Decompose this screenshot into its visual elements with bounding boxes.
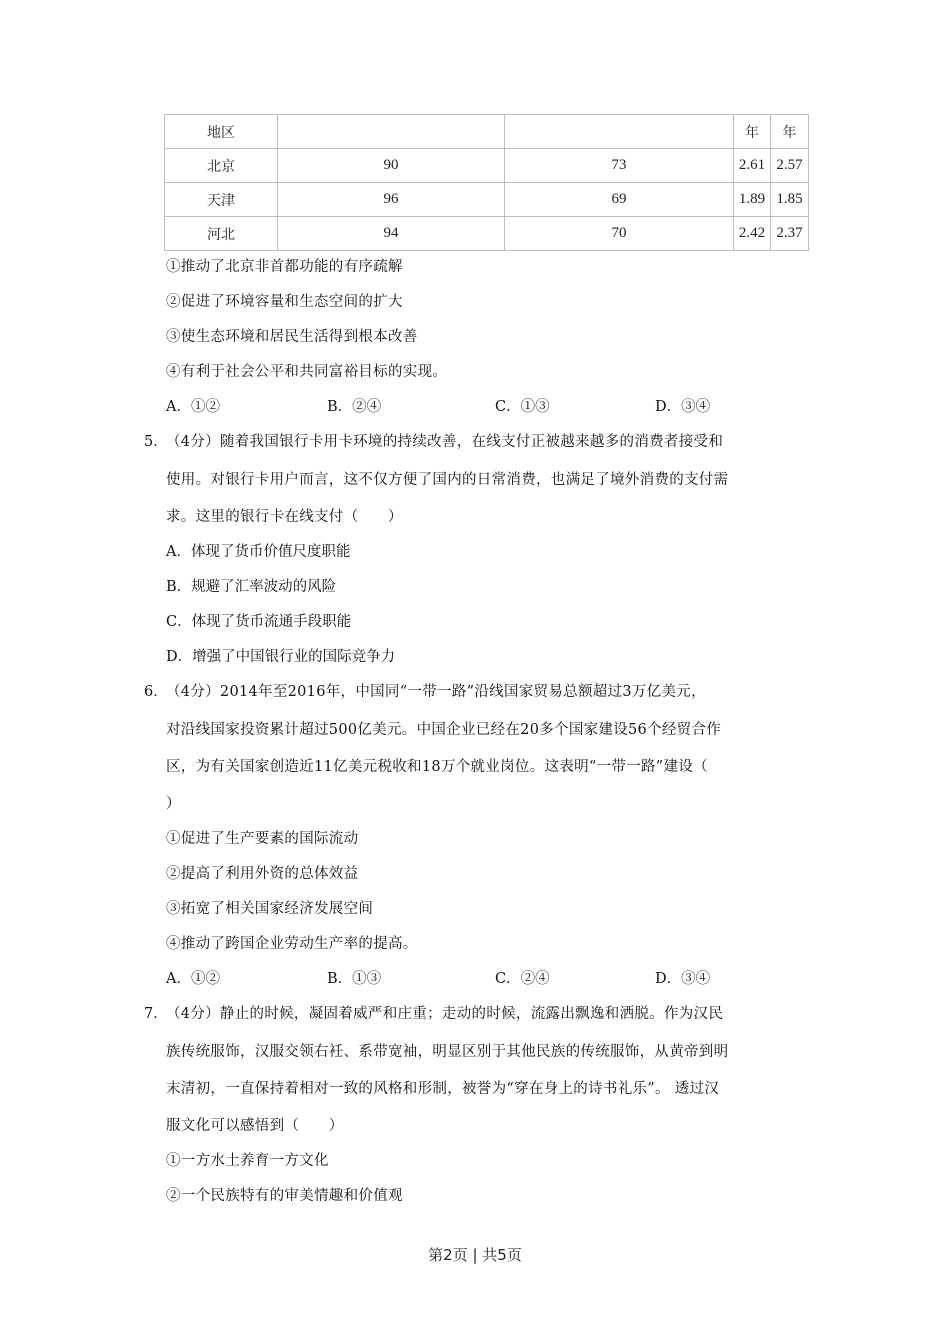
q7-stem-line: 末清初，一直保持着相对一致的风格和形制，被誉为“穿在身上的诗书礼乐”。 透过汉 bbox=[166, 1081, 720, 1097]
q6-option-b: B．①③ bbox=[327, 971, 382, 987]
table-cell: 94 bbox=[278, 217, 505, 251]
q5-option-b: B．规避了汇率波动的风险 bbox=[166, 579, 337, 595]
q6-item: ①促进了生产要素的国际流动 bbox=[166, 831, 359, 847]
table-row bbox=[165, 149, 809, 183]
q5-stem-line: 使用。对银行卡用户而言，这不仅方便了国内的日常消费，也满足了境外消费的支付需 bbox=[166, 472, 729, 488]
table-cell: 70 bbox=[505, 217, 734, 251]
q6-option-a: A．①② bbox=[166, 971, 220, 987]
q6-item: ③拓宽了相关国家经济发展空间 bbox=[166, 901, 374, 917]
table-row bbox=[165, 183, 809, 217]
q7-item: ②一个民族特有的审美情趣和价值观 bbox=[166, 1188, 403, 1204]
q5-option-c: C．体现了货币流通手段职能 bbox=[166, 614, 352, 630]
q4-item: ④有利于社会公平和共同富裕目标的实现。 bbox=[166, 364, 448, 380]
table-header-row bbox=[165, 115, 809, 149]
q6-item: ④推动了跨国企业劳动生产率的提高。 bbox=[166, 936, 418, 952]
q6-stem-line: ） bbox=[166, 796, 181, 812]
q6-option-c: C．②④ bbox=[495, 971, 550, 987]
q7-stem-line: 族传统服饰，汉服交领右衽、系带宽袖，明显区别于其他民族的传统服饰，从黄帝到明 bbox=[166, 1044, 729, 1060]
q5-stem-line: （4分）随着我国银行卡用卡环境的持续改善，在线支付正被越来越多的消费者接受和 bbox=[166, 434, 724, 450]
q4-option-b: B．②④ bbox=[327, 399, 382, 415]
table-header-cell bbox=[505, 115, 734, 149]
table-header-cell bbox=[278, 115, 505, 149]
page-footer: 第2页 | 共5页 bbox=[428, 1246, 522, 1264]
table-cell: 2.61 bbox=[734, 149, 771, 183]
table-cell: 69 bbox=[505, 183, 734, 217]
q4-item: ②促进了环境容量和生态空间的扩大 bbox=[166, 294, 403, 310]
table-cell: 2.57 bbox=[771, 149, 809, 183]
table-cell: 天津 bbox=[165, 183, 278, 217]
table-cell: 2.42 bbox=[734, 217, 771, 251]
table-cell: 1.85 bbox=[771, 183, 809, 217]
table-cell: 73 bbox=[505, 149, 734, 183]
table-cell: 1.89 bbox=[734, 183, 771, 217]
q4-option-c: C．①③ bbox=[495, 399, 550, 415]
q5-option-a: A．体现了货币价值尺度职能 bbox=[166, 544, 351, 560]
q6-number: 6． bbox=[144, 684, 168, 700]
table-header-cell: 年 bbox=[734, 115, 771, 149]
data-table bbox=[164, 114, 809, 251]
q5-number: 5． bbox=[144, 434, 168, 450]
q5-stem-line: 求。这里的银行卡在线支付（ ） bbox=[166, 509, 403, 525]
table-cell: 河北 bbox=[165, 217, 278, 251]
q4-item: ①推动了北京非首都功能的有序疏解 bbox=[166, 259, 403, 275]
table-row bbox=[165, 217, 809, 251]
table-header-cell: 年 bbox=[771, 115, 809, 149]
q7-number: 7． bbox=[144, 1006, 168, 1022]
q5-option-d: D．增强了中国银行业的国际竞争力 bbox=[166, 649, 396, 665]
table-header-cell: 地区 bbox=[165, 115, 278, 149]
q4-option-a: A．①② bbox=[166, 399, 220, 415]
table-cell: 90 bbox=[278, 149, 505, 183]
q7-item: ①一方水土养育一方文化 bbox=[166, 1153, 329, 1169]
table-cell: 96 bbox=[278, 183, 505, 217]
q6-stem-line: 区，为有关国家创造近11亿美元税收和18万个就业岗位。这表明“一带一路”建设（ bbox=[166, 759, 708, 775]
q7-stem-line: 服文化可以感悟到（ ） bbox=[166, 1118, 344, 1134]
q4-item: ③使生态环境和居民生活得到根本改善 bbox=[166, 329, 418, 345]
q6-item: ②提高了利用外资的总体效益 bbox=[166, 866, 359, 882]
q7-stem-line: （4分）静止的时候，凝固着威严和庄重；走动的时候，流露出飘逸和洒脱。作为汉民 bbox=[166, 1006, 724, 1022]
q6-stem-line: 对沿线国家投资累计超过500亿美元。中国企业已经在20多个国家建设56个经贸合作 bbox=[166, 722, 722, 738]
q4-option-d: D．③④ bbox=[655, 399, 711, 415]
table-cell: 2.37 bbox=[771, 217, 809, 251]
table-cell: 北京 bbox=[165, 149, 278, 183]
q6-option-d: D．③④ bbox=[655, 971, 711, 987]
q6-stem-line: （4分）2014年至2016年，中国同“一带一路”沿线国家贸易总额超过3万亿美元， bbox=[166, 684, 706, 700]
